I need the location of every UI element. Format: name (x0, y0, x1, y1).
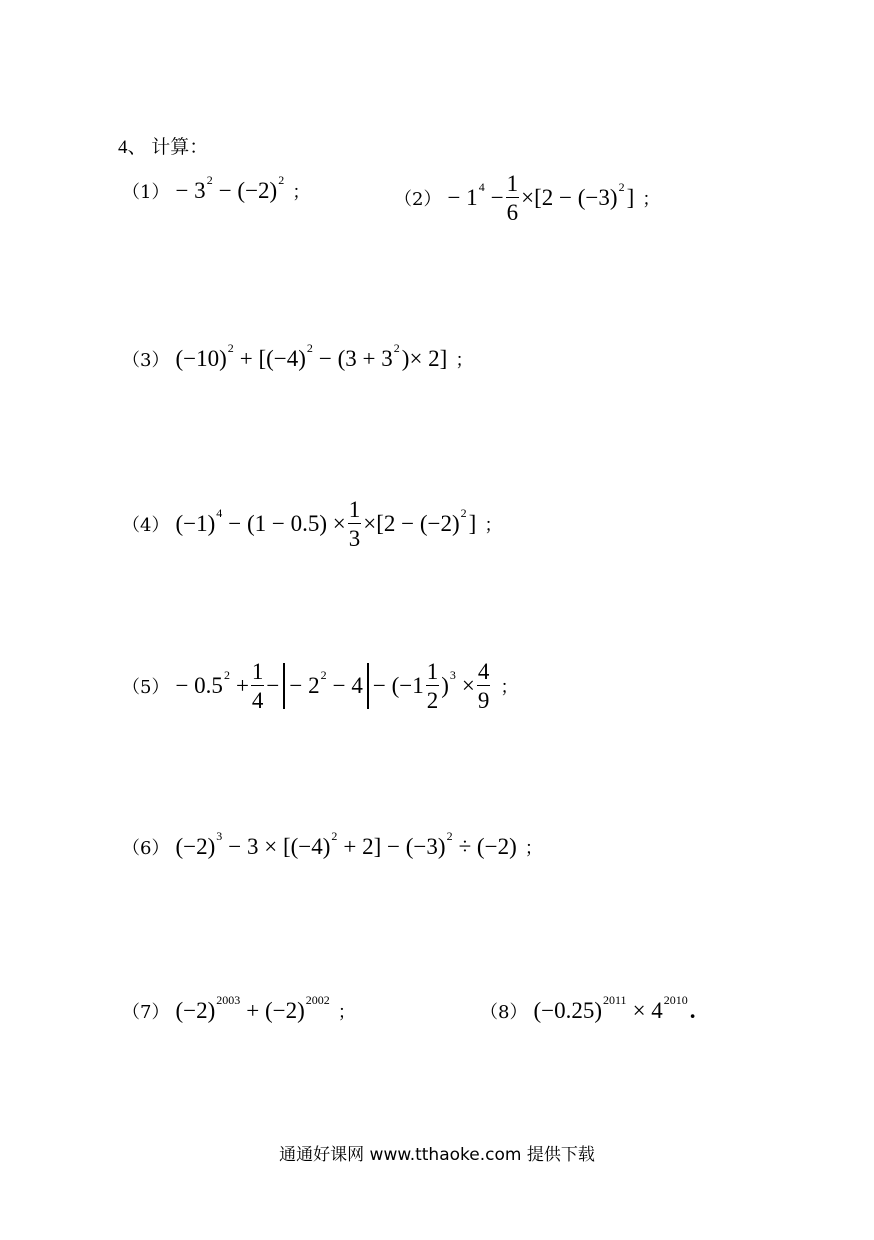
exponent: 2 (306, 340, 313, 355)
exponent: 2002 (305, 992, 330, 1007)
fraction-numerator: 4 (477, 659, 490, 684)
expr-term: + [(−4) (239, 346, 306, 371)
problem-terminator: ； (500, 677, 519, 698)
fraction-numerator: 1 (251, 659, 264, 684)
problem-terminator: ； (484, 515, 503, 536)
expr-term: (−10) (175, 346, 227, 371)
problem-terminator: ； (455, 350, 474, 371)
expr-term: (−1) (175, 511, 216, 536)
fraction-numerator: 1 (348, 497, 361, 522)
problem-7 (122, 992, 356, 1024)
expr-term: − 0.5 (175, 673, 223, 698)
exponent: 2 (223, 667, 230, 682)
exponent: 2 (446, 828, 453, 843)
expr-term: )× 2] (401, 346, 448, 371)
exponent: 2 (320, 667, 327, 682)
fraction (251, 660, 265, 712)
expr-term: − 3 (175, 178, 206, 203)
exponent: 2010 (663, 992, 688, 1007)
expr-term: + 2] − (−3) (343, 834, 446, 859)
exponent: 2003 (216, 992, 241, 1007)
expr-term: − 3 × [(−4) (228, 834, 331, 859)
problem-label: （2） (394, 189, 442, 210)
footer-text: 通通好课网 www.tthaoke.com 提供下载 (279, 1145, 595, 1165)
problem-terminator: ； (292, 182, 311, 203)
expr-term: (−2) (175, 998, 216, 1023)
expr-term: − (1 − 0.5) × (228, 511, 346, 536)
expr-term: ×[2 − (−2) (363, 511, 460, 536)
fraction (506, 172, 520, 224)
exponent: 2 (618, 179, 625, 194)
expr-term: ] (626, 185, 635, 210)
fraction (348, 498, 362, 550)
expr-term: × (461, 673, 475, 698)
problem-5 (122, 660, 518, 712)
fraction-denominator: 2 (426, 685, 440, 712)
expr-term: − (266, 673, 280, 698)
problem-label: （6） (122, 838, 170, 859)
expr-term: − (−1 (372, 673, 424, 698)
problem-label: （7） (122, 1002, 170, 1023)
problem-4 (122, 498, 502, 550)
absolute-value-bar-left (283, 663, 285, 709)
expr-term: ×[2 − (−3) (521, 185, 618, 210)
expr-term: × 4 (632, 998, 663, 1023)
problem-1 (122, 172, 311, 204)
expr-term: − (3 + 3 (318, 346, 393, 371)
fraction (426, 660, 440, 712)
fraction-denominator: 6 (506, 197, 520, 224)
expr-term: + (−2) (246, 998, 305, 1023)
problem-terminator: ； (642, 189, 661, 210)
problem-terminator: ； (337, 1002, 356, 1023)
expr-term: ÷ (−2) (458, 834, 517, 859)
expr-term: (−2) (175, 834, 216, 859)
fraction-denominator: 9 (477, 685, 491, 712)
expr-term: ] (468, 511, 477, 536)
problem-terminator: . (689, 998, 696, 1023)
section-heading: 4、 计算： (118, 137, 209, 158)
exponent: 3 (216, 828, 223, 843)
expr-term: − 1 (447, 185, 478, 210)
expr-term: − 2 (289, 673, 320, 698)
fraction-denominator: 3 (348, 523, 362, 550)
problem-label: （1） (122, 182, 170, 203)
fraction-numerator: 1 (426, 659, 439, 684)
problem-label: （3） (122, 350, 170, 371)
fraction-numerator: 1 (506, 171, 519, 196)
problem-label: （8） (480, 1002, 528, 1023)
expr-term: + (235, 673, 249, 698)
exponent: 2 (278, 172, 285, 187)
fraction-denominator: 4 (251, 685, 265, 712)
exponent: 2 (206, 172, 213, 187)
expr-term: ) (441, 673, 449, 698)
problem-label: （4） (122, 515, 170, 536)
expr-term: − (490, 185, 504, 210)
problem-8 (480, 992, 696, 1024)
problem-6 (122, 828, 543, 860)
absolute-value-bar-right (367, 663, 369, 709)
exponent: 4 (216, 505, 223, 520)
problem-terminator: ； (524, 838, 543, 859)
problem-label: （5） (122, 677, 170, 698)
problem-3 (122, 340, 474, 372)
expr-term: (−0.25) (533, 998, 602, 1023)
exponent: 2 (227, 340, 234, 355)
expr-term: − (−2) (218, 178, 278, 203)
exponent: 4 (478, 179, 485, 194)
exponent: 3 (449, 667, 456, 682)
fraction (477, 660, 491, 712)
exponent: 2 (460, 505, 467, 520)
exponent: 2 (393, 340, 400, 355)
expr-term: − 4 (332, 673, 363, 698)
exponent: 2 (331, 828, 338, 843)
exponent: 2011 (603, 992, 627, 1007)
problem-2 (394, 172, 660, 224)
